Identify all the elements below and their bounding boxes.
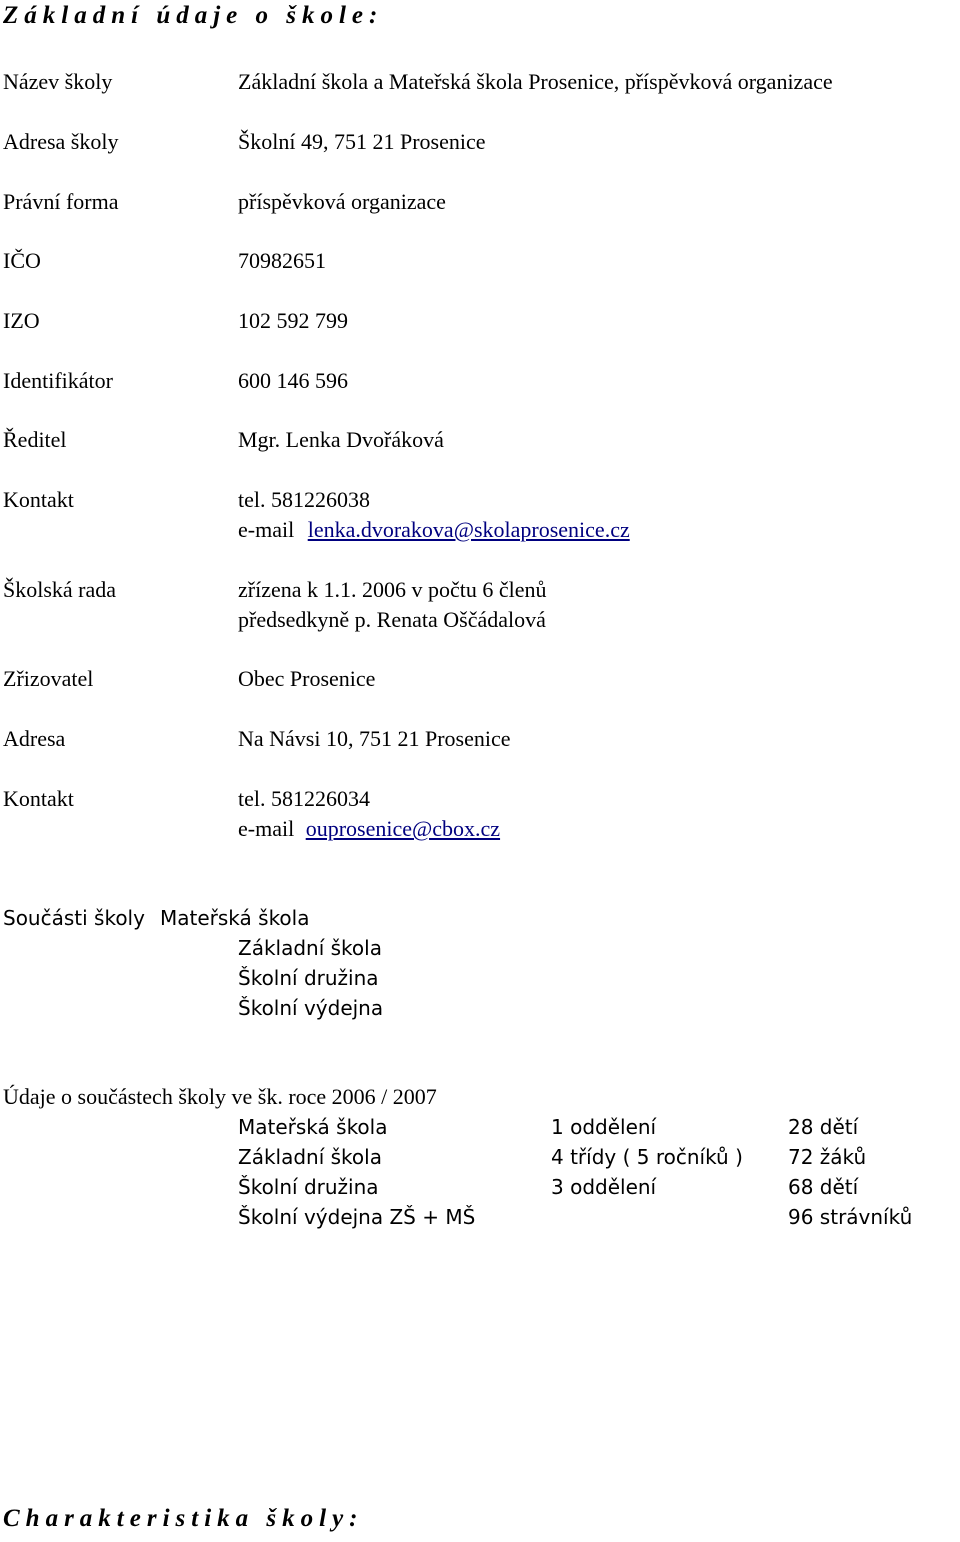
udaje-title: Údaje o součástech školy ve šk. roce 2006 / 2007 xyxy=(3,1084,437,1109)
value-adresa-skoly: Školní 49, 751 21 Prosenice xyxy=(238,129,486,154)
udaje-row-units: 3 oddělení xyxy=(551,1175,657,1199)
label-adresa-skoly: Adresa školy xyxy=(3,129,119,154)
label-skolska-rada: Školská rada xyxy=(3,577,117,602)
udaje-row-units: 4 třídy ( 5 ročníků ) xyxy=(551,1145,743,1169)
label-izo: IZO xyxy=(3,308,40,333)
value-pravni-forma: příspěvková organizace xyxy=(238,189,446,214)
udaje-row-count: 28 dětí xyxy=(788,1115,859,1139)
udaje-row-name: Mateřská škola xyxy=(238,1115,388,1139)
label-kontakt-zrizovatel: Kontakt xyxy=(3,786,74,811)
section-heading-zakladni-udaje: Základní údaje o škole: xyxy=(3,2,384,29)
value-reditel: Mgr. Lenka Dvořáková xyxy=(238,427,444,452)
value-zrizovatel: Obec Prosenice xyxy=(238,666,376,691)
label-reditel: Ředitel xyxy=(3,427,67,452)
udaje-row-units: 1 oddělení xyxy=(551,1115,657,1139)
soucasti-item: Základní škola xyxy=(238,936,382,960)
email-prefix: e-mail xyxy=(238,816,295,841)
email-prefix: e-mail xyxy=(238,517,295,542)
value-kontakt-zrizovatel-tel: tel. 581226034 xyxy=(238,786,370,811)
soucasti-item: Školní výdejna xyxy=(238,996,384,1020)
udaje-row-count: 72 žáků xyxy=(788,1145,867,1169)
email-link-zrizovatel[interactable]: ouprosenice@cbox.cz xyxy=(305,816,501,841)
value-identifikator: 600 146 596 xyxy=(238,368,348,393)
value-izo: 102 592 799 xyxy=(238,308,348,333)
label-nazev-skoly: Název školy xyxy=(3,69,113,94)
udaje-row-name: Základní škola xyxy=(238,1145,382,1169)
label-kontakt-skola: Kontakt xyxy=(3,487,74,512)
section-heading-charakteristika: Charakteristika školy: xyxy=(3,1505,364,1532)
label-soucasti-skoly: Součásti školy xyxy=(3,906,145,930)
value-kontakt-skola-tel: tel. 581226038 xyxy=(238,487,370,512)
value-kontakt-skola-email xyxy=(238,515,630,545)
soucasti-item: Mateřská škola xyxy=(160,906,310,930)
label-adresa-zrizovatel: Adresa xyxy=(3,726,66,751)
udaje-row-name: Školní družina xyxy=(238,1175,379,1199)
label-zrizovatel: Zřizovatel xyxy=(3,666,94,691)
label-identifikator: Identifikátor xyxy=(3,368,113,393)
udaje-row-count: 68 dětí xyxy=(788,1175,859,1199)
value-ico: 70982651 xyxy=(238,248,326,273)
value-kontakt-zrizovatel-email xyxy=(238,814,500,844)
udaje-row-name: Školní výdejna ZŠ + MŠ xyxy=(238,1205,476,1229)
udaje-row-count: 96 strávníků xyxy=(788,1205,913,1229)
label-ico: IČO xyxy=(3,248,41,273)
value-nazev-skoly: Základní škola a Mateřská škola Prosenice, příspěvková organizace xyxy=(238,69,833,94)
value-skolska-rada-line1: zřízena k 1.1. 2006 v počtu 6 členů xyxy=(238,577,547,602)
label-pravni-forma: Právní forma xyxy=(3,189,119,214)
soucasti-item: Školní družina xyxy=(238,966,379,990)
email-link-skola[interactable]: lenka.dvorakova@skolaprosenice.cz xyxy=(307,517,630,542)
value-adresa-zrizovatel: Na Návsi 10, 751 21 Prosenice xyxy=(238,726,511,751)
value-skolska-rada-line2: předsedkyně p. Renata Oščádalová xyxy=(238,607,546,632)
